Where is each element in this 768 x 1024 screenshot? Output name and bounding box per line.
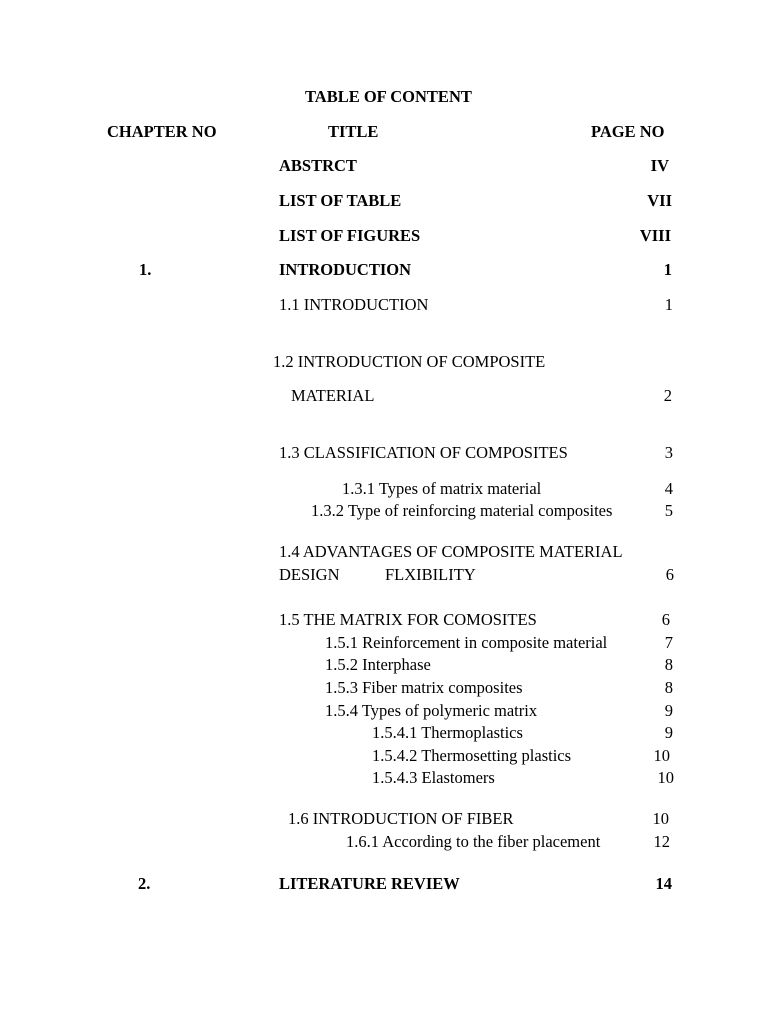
entry-title: 1.4 ADVANTAGES OF COMPOSITE MATERIAL xyxy=(279,542,623,561)
header-chapter-no: CHAPTER NO xyxy=(107,122,217,141)
entry-page: 10 xyxy=(652,809,669,828)
document-title: TABLE OF CONTENT xyxy=(305,87,472,106)
entry-page: 12 xyxy=(653,832,670,851)
entry-page: IV xyxy=(650,156,669,175)
entry-title: 1.5.4 Types of polymeric matrix xyxy=(325,701,538,720)
entry-page: 4 xyxy=(664,479,673,498)
entry-title-continuation: DESIGN xyxy=(279,565,340,584)
entry-chapter-number: 2. xyxy=(138,874,151,893)
entry-title: 1.3 CLASSIFICATION OF COMPOSITES xyxy=(279,443,568,462)
entry-title: INTRODUCTION xyxy=(279,260,412,279)
entry-title: 1.2 INTRODUCTION OF COMPOSITE xyxy=(273,352,546,371)
entry-page: 8 xyxy=(664,678,673,697)
header-page-no: PAGE NO xyxy=(591,122,665,141)
entry-title-continuation: FLXIBILITY xyxy=(385,565,476,584)
header-title: TITLE xyxy=(328,122,379,141)
entry-page: 6 xyxy=(661,610,670,629)
entry-page: 9 xyxy=(664,723,673,742)
entry-page: 1 xyxy=(663,260,672,279)
entry-page: 14 xyxy=(655,874,672,893)
entry-page: VIII xyxy=(639,226,671,245)
entry-page: 2 xyxy=(663,386,672,405)
entry-title: 1.3.1 Types of matrix material xyxy=(342,479,542,498)
entry-title: 1.5.2 Interphase xyxy=(325,655,431,674)
entry-title: 1.5 THE MATRIX FOR COMOSITES xyxy=(279,610,537,629)
entry-title: ABSTRCT xyxy=(279,156,357,175)
entry-title: LIST OF FIGURES xyxy=(279,226,421,245)
entry-title: 1.5.4.3 Elastomers xyxy=(372,768,495,787)
entry-title: LIST OF TABLE xyxy=(279,191,402,210)
entry-title: LITERATURE REVIEW xyxy=(279,874,460,893)
entry-chapter-number: 1. xyxy=(139,260,152,279)
entry-title: 1.3.2 Type of reinforcing material composites xyxy=(311,501,613,520)
entry-page: VII xyxy=(647,191,672,210)
entry-page: 8 xyxy=(664,655,673,674)
entry-title: 1.5.3 Fiber matrix composites xyxy=(325,678,523,697)
entry-title: 1.5.4.2 Thermosetting plastics xyxy=(372,746,572,765)
entry-page: 3 xyxy=(664,443,673,462)
entry-page: 5 xyxy=(664,501,673,520)
entry-page: 9 xyxy=(664,701,673,720)
entry-title: 1.5.1 Reinforcement in composite material xyxy=(325,633,608,652)
entry-page: 7 xyxy=(664,633,673,652)
entry-page: 10 xyxy=(653,746,670,765)
entry-title-continuation: MATERIAL xyxy=(291,386,375,405)
entry-title: 1.5.4.1 Thermoplastics xyxy=(372,723,523,742)
entry-title: 1.6.1 According to the fiber placement xyxy=(346,832,601,851)
entry-page: 10 xyxy=(657,768,674,787)
entry-page: 6 xyxy=(665,565,674,584)
entry-title: 1.6 INTRODUCTION OF FIBER xyxy=(288,809,514,828)
entry-page: 1 xyxy=(664,295,673,314)
entry-title: 1.1 INTRODUCTION xyxy=(279,295,429,314)
